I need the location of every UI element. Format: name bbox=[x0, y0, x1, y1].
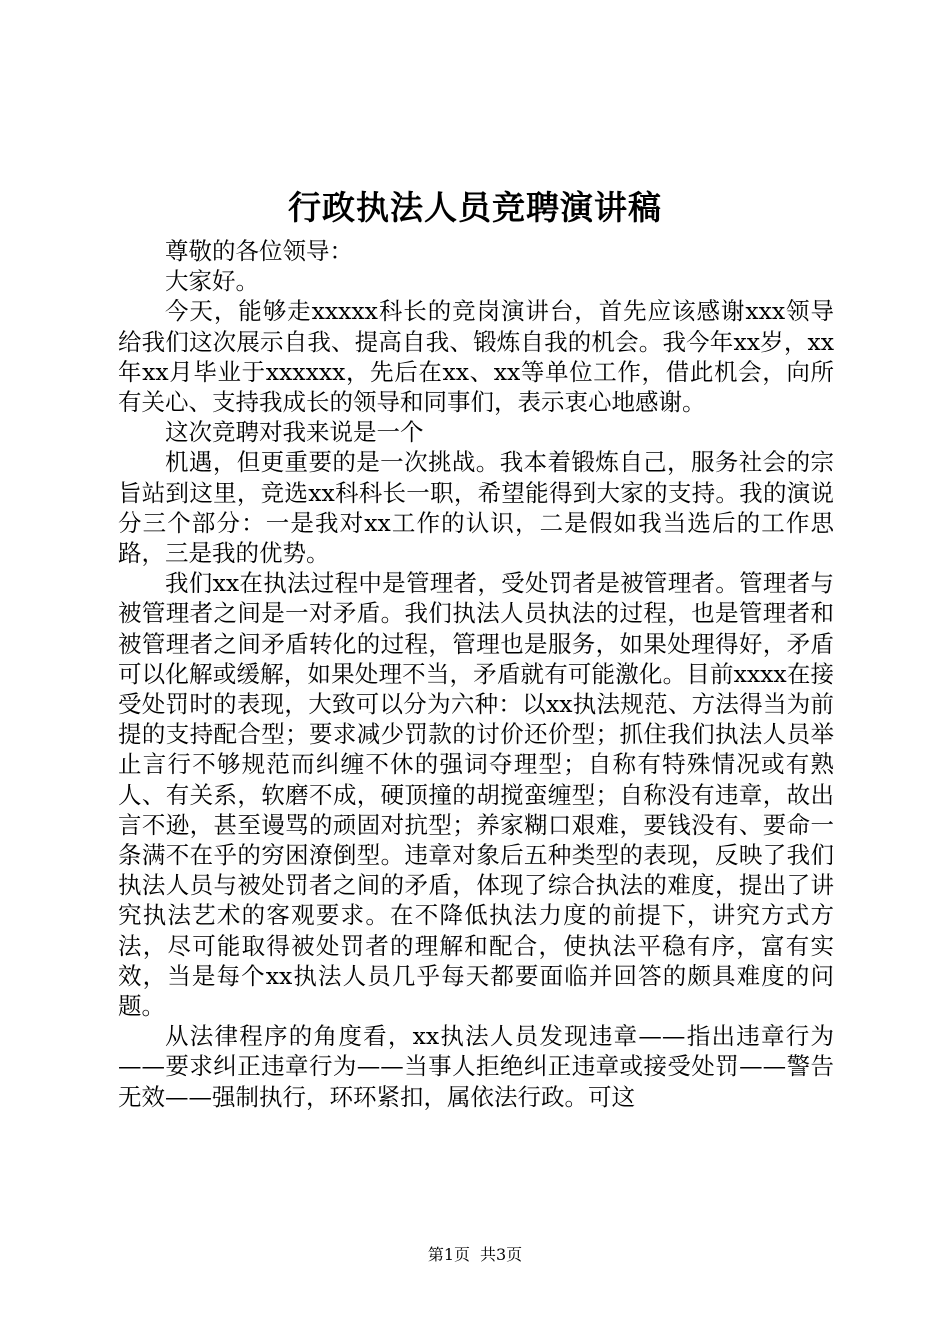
paragraph-intro: 今天，能够走xxxxx科长的竞岗演讲台，首先应该感谢xxx领导给我们这次展示自我、提高自我、锻炼自我的机会。我今年xx岁，xx年xx月毕业于xxxxxx，先后在xx、xx等单位工作，借此机会，向所有关心、支持我成长的领导和同事们，表示衷心地感谢。 bbox=[118, 297, 834, 417]
document-title: 行政执法人员竞聘演讲稿 bbox=[288, 188, 662, 227]
salutation: 尊敬的各位领导： bbox=[165, 237, 353, 265]
paragraph-opportunity-start: 这次竞聘对我来说是一个 bbox=[165, 418, 424, 447]
paragraph-enforcement: 我们xx在执法过程中是管理者，受处罚者是被管理者。管理者与被管理者之间是一对矛盾。我们执法人员执法的过程，也是管理者和被管理者之间矛盾转化的过程，管理也是服务，如果处理得好，矛盾可以化解或缓解，如果处理不当，矛盾就有可能激化。目前xxxx在接受处罚时的表现，大致可以分为六种：以xx执法规范、方法得当为前提的支持配合型；要求减少罚款的讨价还价型；抓住我们执法人员举止言行不够规范而纠缠不休的强词夺理型；自称有特殊情况或有熟人、有关系，软磨不成，硬顶撞的胡搅蛮缠型；自称没有违章，故出言不逊，甚至谩骂的顽固对抗型；养家糊口艰难，要钱没有、要命一条满不在乎的穷困潦倒型。违章对象后五种类型的表现，反映了我们执法人员与被处罚者之间的矛盾，体现了综合执法的难度，提出了讲究执法艺术的客观要求。在不降低执法力度的前提下，讲究方式方法，尽可能取得被处罚者的理解和配合，使执法平稳有序，富有实效，当是每个xx执法人员几乎每天都要面临并回答的颇具难度的问题。 bbox=[118, 569, 834, 1021]
page-number: 第1页 bbox=[427, 1245, 470, 1264]
greeting: 大家好。 bbox=[165, 267, 259, 296]
document-body bbox=[118, 236, 834, 1112]
page-footer bbox=[0, 1244, 950, 1266]
paragraph-opportunity: 机遇，但更重要的是一次挑战。我本着锻炼自己，服务社会的宗旨站到这里，竞选xx科科长一职，希望能得到大家的支持。我的演说分三个部分：一是我对xx工作的认识，二是假如我当选后的工作思路，三是我的优势。 bbox=[118, 448, 834, 568]
paragraph-legal-procedure: 从法律程序的角度看，xx执法人员发现违章——指出违章行为——要求纠正违章行为——当事人拒绝纠正违章或接受处罚——警告无效——强制执行，环环紧扣，属依法行政。可这 bbox=[118, 1022, 834, 1111]
page-total: 共3页 bbox=[480, 1245, 523, 1264]
